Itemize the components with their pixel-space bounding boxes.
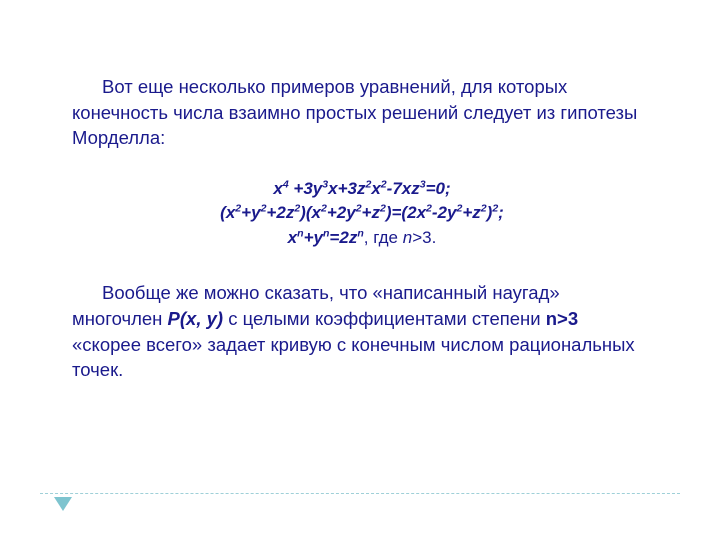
footer-triangle-icon bbox=[54, 497, 72, 511]
conclusion-paragraph: Вообще же можно сказать, что «написанный наугад» многочлен P(x, y) с целыми коэффициентами степени n>3 «скорее всего» задает кривую с конечным числом рациональных точек. bbox=[72, 282, 635, 381]
equation-2: $(x^2+y^2+2z^2)(x^2+2y^2+z^2)=(2x^2-2y^2+z^2)^2$; bbox=[220, 202, 504, 223]
intro-paragraph: Вот еще несколько примеров уравнений, для которых конечность числа взаимно простых решений следует из гипотезы Морделла: bbox=[72, 76, 638, 149]
equation-block bbox=[72, 177, 652, 251]
slide-content bbox=[72, 74, 652, 383]
footer-divider bbox=[40, 493, 680, 494]
equation-3: $x^n+y^n=2z^n$, где n>3. bbox=[287, 227, 437, 247]
polynomial-notation: P(x, y) bbox=[167, 307, 224, 329]
equation-1: $x^4 +3y^3x+3z^2x^2-7xz^3=0$; bbox=[273, 177, 451, 198]
degree-condition: n>3 bbox=[545, 307, 579, 329]
